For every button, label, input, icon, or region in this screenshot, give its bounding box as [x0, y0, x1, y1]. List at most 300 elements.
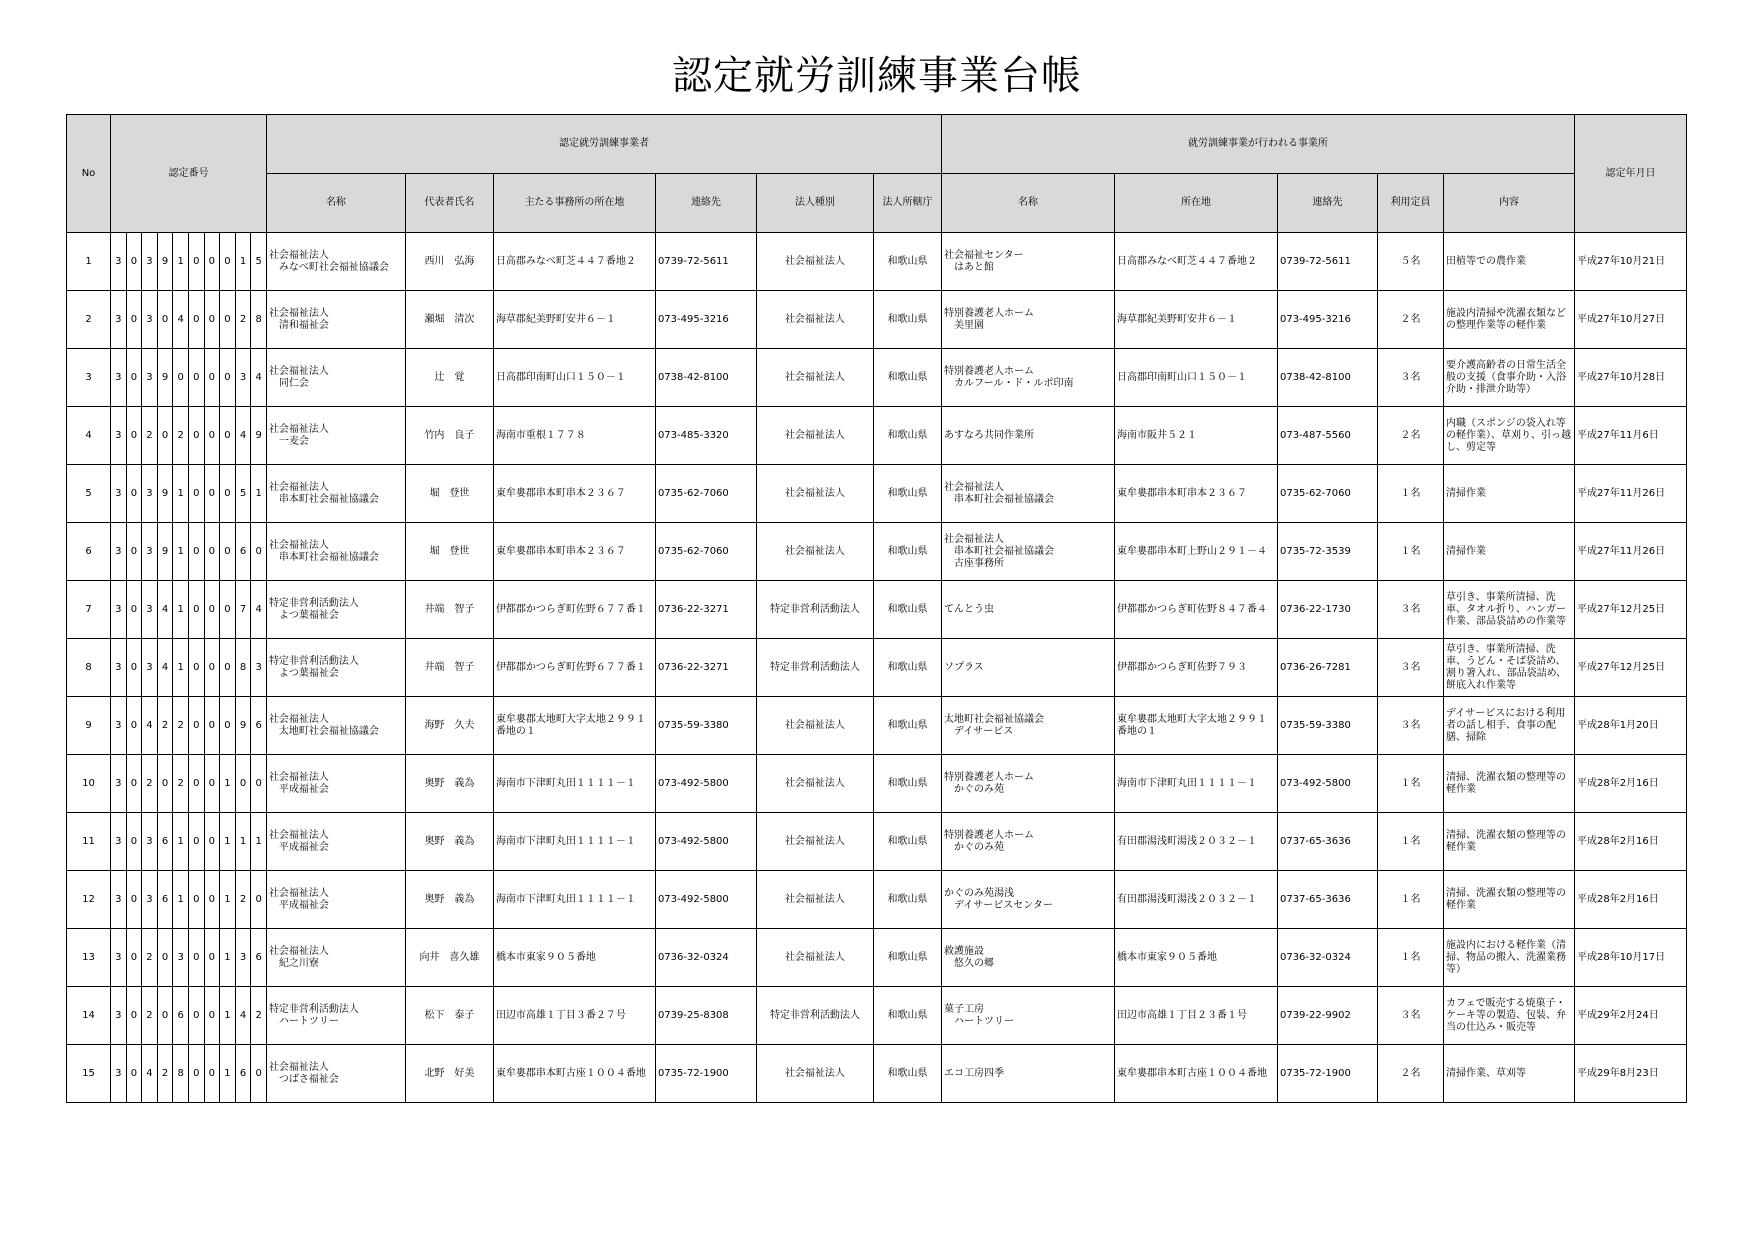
operator-address: 海南市下津町丸田１１１１－１	[493, 813, 655, 871]
content: 清掃、洗濯衣類の整理等の軽作業	[1443, 813, 1574, 871]
cert-digit: 2	[142, 755, 158, 813]
cert-digit: 9	[157, 523, 173, 581]
operator-name: 社会福祉法人 紀之川寮	[266, 929, 405, 987]
site-name: 救護施設 悠久の郷	[941, 929, 1114, 987]
cert-digit: 3	[142, 523, 158, 581]
cert-digit: 0	[220, 639, 236, 697]
cert-digit: 0	[188, 407, 204, 465]
cert-date: 平成27年11月26日	[1574, 523, 1686, 581]
site-address: 伊都郡かつらぎ町佐野７９３	[1114, 639, 1277, 697]
operator-address: 東牟婁郡太地町大字太地２９９１番地の１	[493, 697, 655, 755]
header-content: 内容	[1443, 174, 1574, 233]
cert-digit: 1	[220, 987, 236, 1045]
cert-digit: 6	[235, 1045, 251, 1103]
header-site-group: 就労訓練事業が行われる事業所	[941, 115, 1574, 174]
cert-digit: 1	[220, 929, 236, 987]
cert-digit: 3	[142, 871, 158, 929]
row-number: 6	[67, 523, 111, 581]
jurisdiction: 和歌山県	[873, 465, 941, 523]
operator-contact: 0739-72-5611	[655, 233, 756, 291]
cert-digit: 5	[235, 465, 251, 523]
jurisdiction: 和歌山県	[873, 233, 941, 291]
cert-digit: 7	[235, 581, 251, 639]
cert-date: 平成27年11月6日	[1574, 407, 1686, 465]
capacity: １名	[1377, 465, 1443, 523]
cert-digit: 0	[173, 349, 189, 407]
site-address: 橋本市東家９０５番地	[1114, 929, 1277, 987]
operator-name: 社会福祉法人 平成福祉会	[266, 871, 405, 929]
site-address: 有田郡湯浅町湯浅２０３２－１	[1114, 871, 1277, 929]
cert-digit: 1	[220, 813, 236, 871]
header-jurisdiction: 法人所轄庁	[873, 174, 941, 233]
cert-digit: 0	[204, 581, 220, 639]
cert-digit: 1	[173, 523, 189, 581]
cert-digit: 1	[173, 465, 189, 523]
cert-date: 平成28年10月17日	[1574, 929, 1686, 987]
jurisdiction: 和歌山県	[873, 1045, 941, 1103]
row-number: 10	[67, 755, 111, 813]
operator-address: 海南市下津町丸田１１１１－１	[493, 871, 655, 929]
representative: 堀 登世	[405, 465, 493, 523]
capacity: ２名	[1377, 407, 1443, 465]
cert-digit: 1	[235, 813, 251, 871]
corporation-type: 社会福祉法人	[756, 523, 873, 581]
cert-digit: 2	[157, 697, 173, 755]
cert-digit: 2	[173, 755, 189, 813]
cert-digit: 3	[142, 465, 158, 523]
cert-digit: 4	[251, 581, 267, 639]
content: 草引き、事業所清掃、洗車、うどん・そば袋詰め、割り箸入れ、部品袋詰め、餅底入れ作業等	[1443, 639, 1574, 697]
capacity: ３名	[1377, 697, 1443, 755]
cert-digit: 0	[251, 523, 267, 581]
cert-digit: 8	[235, 639, 251, 697]
site-contact: 073-495-3216	[1277, 291, 1377, 349]
jurisdiction: 和歌山県	[873, 349, 941, 407]
operator-name: 社会福祉法人 同仁会	[266, 349, 405, 407]
ledger-table	[66, 114, 1687, 1103]
cert-digit: 0	[188, 755, 204, 813]
jurisdiction: 和歌山県	[873, 639, 941, 697]
operator-name: 社会福祉法人 平成福祉会	[266, 813, 405, 871]
cert-digit: 3	[142, 233, 158, 291]
content: 田植等での農作業	[1443, 233, 1574, 291]
cert-digit: 1	[220, 1045, 236, 1103]
cert-digit: 0	[188, 1045, 204, 1103]
jurisdiction: 和歌山県	[873, 987, 941, 1045]
capacity: ２名	[1377, 1045, 1443, 1103]
site-contact: 0736-22-1730	[1277, 581, 1377, 639]
cert-digit: 0	[204, 813, 220, 871]
cert-digit: 3	[251, 639, 267, 697]
site-contact: 073-487-5560	[1277, 407, 1377, 465]
site-address: 伊都郡かつらぎ町佐野８４７番４	[1114, 581, 1277, 639]
cert-digit: 6	[157, 871, 173, 929]
cert-digit: 0	[126, 697, 142, 755]
capacity: ３名	[1377, 987, 1443, 1045]
representative: 奥野 義為	[405, 755, 493, 813]
row-number: 12	[67, 871, 111, 929]
site-name: 社会福祉法人 串本町社会福祉協議会	[941, 465, 1114, 523]
corporation-type: 特定非営利活動法人	[756, 581, 873, 639]
content: 施設内における軽作業（清掃、物品の搬入、洗濯業務等）	[1443, 929, 1574, 987]
cert-date: 平成27年10月28日	[1574, 349, 1686, 407]
operator-address: 日高郡みなべ町芝４４７番地２	[493, 233, 655, 291]
cert-digit: 0	[188, 233, 204, 291]
cert-digit: 9	[157, 233, 173, 291]
operator-address: 橋本市東家９０５番地	[493, 929, 655, 987]
table-row	[67, 929, 1687, 987]
jurisdiction: 和歌山県	[873, 407, 941, 465]
operator-name: 社会福祉法人 平成福祉会	[266, 755, 405, 813]
table-row	[67, 349, 1687, 407]
operator-name: 社会福祉法人 串本町社会福祉協議会	[266, 523, 405, 581]
header-capacity: 利用定員	[1377, 174, 1443, 233]
site-contact: 0735-59-3380	[1277, 697, 1377, 755]
content: 清掃作業	[1443, 465, 1574, 523]
cert-digit: 3	[111, 697, 127, 755]
operator-contact: 0735-62-7060	[655, 465, 756, 523]
site-address: 田辺市高雄１丁目２３番１号	[1114, 987, 1277, 1045]
site-name: 太地町社会福祉協議会 デイサービス	[941, 697, 1114, 755]
operator-contact: 0735-62-7060	[655, 523, 756, 581]
table-row	[67, 523, 1687, 581]
cert-digit: 0	[220, 233, 236, 291]
row-number: 7	[67, 581, 111, 639]
site-contact: 0736-26-7281	[1277, 639, 1377, 697]
cert-digit: 3	[142, 349, 158, 407]
header-representative: 代表者氏名	[405, 174, 493, 233]
operator-contact: 073-485-3320	[655, 407, 756, 465]
cert-digit: 0	[204, 929, 220, 987]
cert-digit: 3	[111, 987, 127, 1045]
cert-date: 平成27年12月25日	[1574, 581, 1686, 639]
site-address: 有田郡湯浅町湯浅２０３２－１	[1114, 813, 1277, 871]
cert-digit: 0	[204, 871, 220, 929]
cert-digit: 0	[126, 233, 142, 291]
cert-date: 平成27年10月21日	[1574, 233, 1686, 291]
header-no: No	[67, 115, 111, 233]
row-number: 3	[67, 349, 111, 407]
cert-digit: 3	[142, 581, 158, 639]
cert-digit: 8	[173, 1045, 189, 1103]
jurisdiction: 和歌山県	[873, 929, 941, 987]
cert-digit: 0	[126, 929, 142, 987]
operator-address: 田辺市高雄１丁目３番２７号	[493, 987, 655, 1045]
cert-date: 平成28年1月20日	[1574, 697, 1686, 755]
cert-digit: 3	[111, 465, 127, 523]
site-name: 社会福祉センター はあと館	[941, 233, 1114, 291]
cert-digit: 1	[220, 871, 236, 929]
cert-digit: 3	[111, 813, 127, 871]
operator-address: 海南市下津町丸田１１１１－１	[493, 755, 655, 813]
operator-contact: 0735-59-3380	[655, 697, 756, 755]
jurisdiction: 和歌山県	[873, 697, 941, 755]
capacity: ３名	[1377, 639, 1443, 697]
content: 清掃作業	[1443, 523, 1574, 581]
operator-address: 東牟婁郡串本町串本２３６７	[493, 523, 655, 581]
table-row	[67, 813, 1687, 871]
header-cert-number: 認定番号	[111, 115, 267, 233]
row-number: 4	[67, 407, 111, 465]
cert-digit: 0	[204, 1045, 220, 1103]
representative: 竹内 良子	[405, 407, 493, 465]
cert-digit: 0	[188, 987, 204, 1045]
content: 施設内清掃や洗濯衣類などの整理作業等の軽作業	[1443, 291, 1574, 349]
cert-digit: 4	[235, 987, 251, 1045]
capacity: １名	[1377, 871, 1443, 929]
site-address: 東牟婁郡串本町古座１００４番地	[1114, 1045, 1277, 1103]
site-address: 海草郡紀美野町安井６－１	[1114, 291, 1277, 349]
site-contact: 0737-65-3636	[1277, 813, 1377, 871]
cert-digit: 4	[142, 697, 158, 755]
site-contact: 0737-65-3636	[1277, 871, 1377, 929]
cert-digit: 0	[204, 697, 220, 755]
cert-digit: 4	[173, 291, 189, 349]
row-number: 11	[67, 813, 111, 871]
cert-digit: 0	[204, 465, 220, 523]
header-operator-address: 主たる事務所の所在地	[493, 174, 655, 233]
cert-digit: 3	[111, 929, 127, 987]
cert-digit: 3	[111, 233, 127, 291]
header-cert-date: 認定年月日	[1574, 115, 1686, 233]
cert-digit: 0	[220, 523, 236, 581]
cert-digit: 1	[173, 581, 189, 639]
cert-digit: 1	[173, 233, 189, 291]
cert-digit: 1	[220, 755, 236, 813]
operator-contact: 0736-22-3271	[655, 639, 756, 697]
cert-digit: 2	[157, 1045, 173, 1103]
operator-name: 社会福祉法人 太地町社会福祉協議会	[266, 697, 405, 755]
site-address: 東牟婁郡串本町串本２３６７	[1114, 465, 1277, 523]
operator-name: 特定非営利活動法人 よつ葉福祉会	[266, 639, 405, 697]
cert-digit: 9	[157, 465, 173, 523]
operator-contact: 0735-72-1900	[655, 1045, 756, 1103]
site-name: 社会福祉法人 串本町社会福祉協議会 古座事務所	[941, 523, 1114, 581]
representative: 井端 智子	[405, 639, 493, 697]
header-site-contact: 連絡先	[1277, 174, 1377, 233]
operator-address: 海草郡紀美野町安井６－１	[493, 291, 655, 349]
cert-digit: 0	[157, 291, 173, 349]
operator-address: 海南市重根１７７８	[493, 407, 655, 465]
site-contact: 0739-72-5611	[1277, 233, 1377, 291]
cert-digit: 4	[157, 581, 173, 639]
operator-contact: 073-495-3216	[655, 291, 756, 349]
cert-digit: 0	[126, 407, 142, 465]
table-row	[67, 233, 1687, 291]
cert-digit: 0	[220, 407, 236, 465]
cert-digit: 0	[157, 987, 173, 1045]
representative: 辻 覚	[405, 349, 493, 407]
cert-digit: 2	[142, 929, 158, 987]
capacity: １名	[1377, 813, 1443, 871]
capacity: ５名	[1377, 233, 1443, 291]
table-row	[67, 291, 1687, 349]
cert-digit: 3	[111, 407, 127, 465]
cert-digit: 0	[188, 349, 204, 407]
jurisdiction: 和歌山県	[873, 871, 941, 929]
table-row	[67, 407, 1687, 465]
operator-address: 伊都郡かつらぎ町佐野６７７番１	[493, 581, 655, 639]
cert-digit: 2	[235, 871, 251, 929]
representative: 堀 登世	[405, 523, 493, 581]
content: 清掃作業、草刈等	[1443, 1045, 1574, 1103]
cert-digit: 3	[111, 1045, 127, 1103]
cert-digit: 3	[111, 639, 127, 697]
representative: 向井 喜久雄	[405, 929, 493, 987]
corporation-type: 社会福祉法人	[756, 755, 873, 813]
cert-digit: 2	[142, 987, 158, 1045]
cert-digit: 0	[251, 871, 267, 929]
table-row	[67, 871, 1687, 929]
jurisdiction: 和歌山県	[873, 755, 941, 813]
cert-digit: 3	[111, 349, 127, 407]
capacity: ３名	[1377, 581, 1443, 639]
cert-digit: 0	[235, 755, 251, 813]
cert-digit: 1	[235, 233, 251, 291]
site-address: 日高郡印南町山口１５０－１	[1114, 349, 1277, 407]
header-operator-name: 名称	[266, 174, 405, 233]
cert-date: 平成27年12月25日	[1574, 639, 1686, 697]
cert-digit: 0	[188, 697, 204, 755]
cert-digit: 0	[204, 291, 220, 349]
site-contact: 0735-72-3539	[1277, 523, 1377, 581]
cert-digit: 0	[204, 407, 220, 465]
site-name: てんとう虫	[941, 581, 1114, 639]
capacity: ２名	[1377, 291, 1443, 349]
cert-digit: 0	[126, 523, 142, 581]
cert-digit: 6	[235, 523, 251, 581]
site-name: 特別養護老人ホーム 美里園	[941, 291, 1114, 349]
cert-digit: 0	[251, 755, 267, 813]
site-name: ソプラス	[941, 639, 1114, 697]
cert-digit: 3	[142, 291, 158, 349]
content: デイサービスにおける利用者の話し相手、食事の配膳、掃除	[1443, 697, 1574, 755]
cert-digit: 8	[251, 291, 267, 349]
cert-digit: 0	[220, 465, 236, 523]
header-site-address: 所在地	[1114, 174, 1277, 233]
row-number: 8	[67, 639, 111, 697]
cert-digit: 3	[111, 755, 127, 813]
operator-name: 社会福祉法人 串本町社会福祉協議会	[266, 465, 405, 523]
content: 内職（スポンジの袋入れ等の軽作業）、草刈り、引っ越し、剪定等	[1443, 407, 1574, 465]
cert-digit: 9	[157, 349, 173, 407]
site-contact: 0738-42-8100	[1277, 349, 1377, 407]
operator-name: 特定非営利活動法人 ハートツリー	[266, 987, 405, 1045]
row-number: 14	[67, 987, 111, 1045]
header-corporation-type: 法人種別	[756, 174, 873, 233]
operator-name: 社会福祉法人 みなべ町社会福祉協議会	[266, 233, 405, 291]
site-name: 特別養護老人ホーム カルフール・ド・ルポ印南	[941, 349, 1114, 407]
site-contact: 0736-32-0324	[1277, 929, 1377, 987]
cert-digit: 3	[111, 291, 127, 349]
jurisdiction: 和歌山県	[873, 813, 941, 871]
cert-digit: 0	[188, 581, 204, 639]
cert-digit: 0	[126, 871, 142, 929]
corporation-type: 社会福祉法人	[756, 697, 873, 755]
cert-digit: 2	[251, 987, 267, 1045]
corporation-type: 社会福祉法人	[756, 465, 873, 523]
row-number: 9	[67, 697, 111, 755]
cert-digit: 0	[188, 929, 204, 987]
cert-digit: 1	[251, 465, 267, 523]
representative: 北野 好美	[405, 1045, 493, 1103]
cert-date: 平成28年2月16日	[1574, 813, 1686, 871]
capacity: １名	[1377, 523, 1443, 581]
corporation-type: 社会福祉法人	[756, 349, 873, 407]
cert-digit: 0	[188, 871, 204, 929]
cert-digit: 3	[111, 581, 127, 639]
capacity: ３名	[1377, 349, 1443, 407]
corporation-type: 特定非営利活動法人	[756, 639, 873, 697]
cert-digit: 0	[188, 523, 204, 581]
cert-digit: 1	[173, 871, 189, 929]
operator-address: 伊都郡かつらぎ町佐野６７７番１	[493, 639, 655, 697]
cert-digit: 0	[126, 349, 142, 407]
ledger-body	[67, 233, 1687, 1103]
corporation-type: 社会福祉法人	[756, 813, 873, 871]
representative: 瀬堀 清次	[405, 291, 493, 349]
cert-digit: 2	[173, 697, 189, 755]
row-number: 2	[67, 291, 111, 349]
site-address: 東牟婁郡太地町大字太地２９９１番地の１	[1114, 697, 1277, 755]
cert-digit: 0	[204, 349, 220, 407]
cert-digit: 0	[220, 697, 236, 755]
cert-digit: 3	[235, 929, 251, 987]
corporation-type: 社会福祉法人	[756, 871, 873, 929]
operator-contact: 073-492-5800	[655, 871, 756, 929]
cert-digit: 5	[251, 233, 267, 291]
table-row	[67, 697, 1687, 755]
cert-digit: 0	[251, 1045, 267, 1103]
site-contact: 0735-72-1900	[1277, 1045, 1377, 1103]
cert-digit: 3	[142, 639, 158, 697]
content: 草引き、事業所清掃、洗車、タオル折り、ハンガー作業、部品袋詰めの作業等	[1443, 581, 1574, 639]
site-address: 海南市阪井５２１	[1114, 407, 1277, 465]
row-number: 5	[67, 465, 111, 523]
capacity: １名	[1377, 929, 1443, 987]
cert-digit: 6	[251, 697, 267, 755]
cert-digit: 6	[157, 813, 173, 871]
cert-digit: 0	[126, 1045, 142, 1103]
operator-address: 東牟婁郡串本町古座１００４番地	[493, 1045, 655, 1103]
cert-digit: 9	[251, 407, 267, 465]
site-name: 特別養護老人ホーム かぐのみ苑	[941, 755, 1114, 813]
cert-digit: 2	[173, 407, 189, 465]
table-row	[67, 755, 1687, 813]
cert-digit: 0	[126, 581, 142, 639]
jurisdiction: 和歌山県	[873, 291, 941, 349]
cert-digit: 4	[142, 1045, 158, 1103]
cert-digit: 0	[220, 349, 236, 407]
page-title: 認定就労訓練事業台帳	[672, 53, 1082, 99]
cert-date: 平成28年2月16日	[1574, 755, 1686, 813]
operator-contact: 073-492-5800	[655, 813, 756, 871]
cert-digit: 3	[173, 929, 189, 987]
cert-digit: 0	[204, 639, 220, 697]
site-contact: 0739-22-9902	[1277, 987, 1377, 1045]
row-number: 13	[67, 929, 111, 987]
cert-digit: 0	[126, 639, 142, 697]
table-row	[67, 987, 1687, 1045]
site-name: かぐのみ苑湯浅 デイサービスセンター	[941, 871, 1114, 929]
cert-digit: 3	[235, 349, 251, 407]
site-name: エコ工房四季	[941, 1045, 1114, 1103]
table-row	[67, 465, 1687, 523]
cert-digit: 0	[126, 291, 142, 349]
cert-digit: 6	[173, 987, 189, 1045]
operator-contact: 073-492-5800	[655, 755, 756, 813]
content: 清掃、洗濯衣類の整理等の軽作業	[1443, 871, 1574, 929]
